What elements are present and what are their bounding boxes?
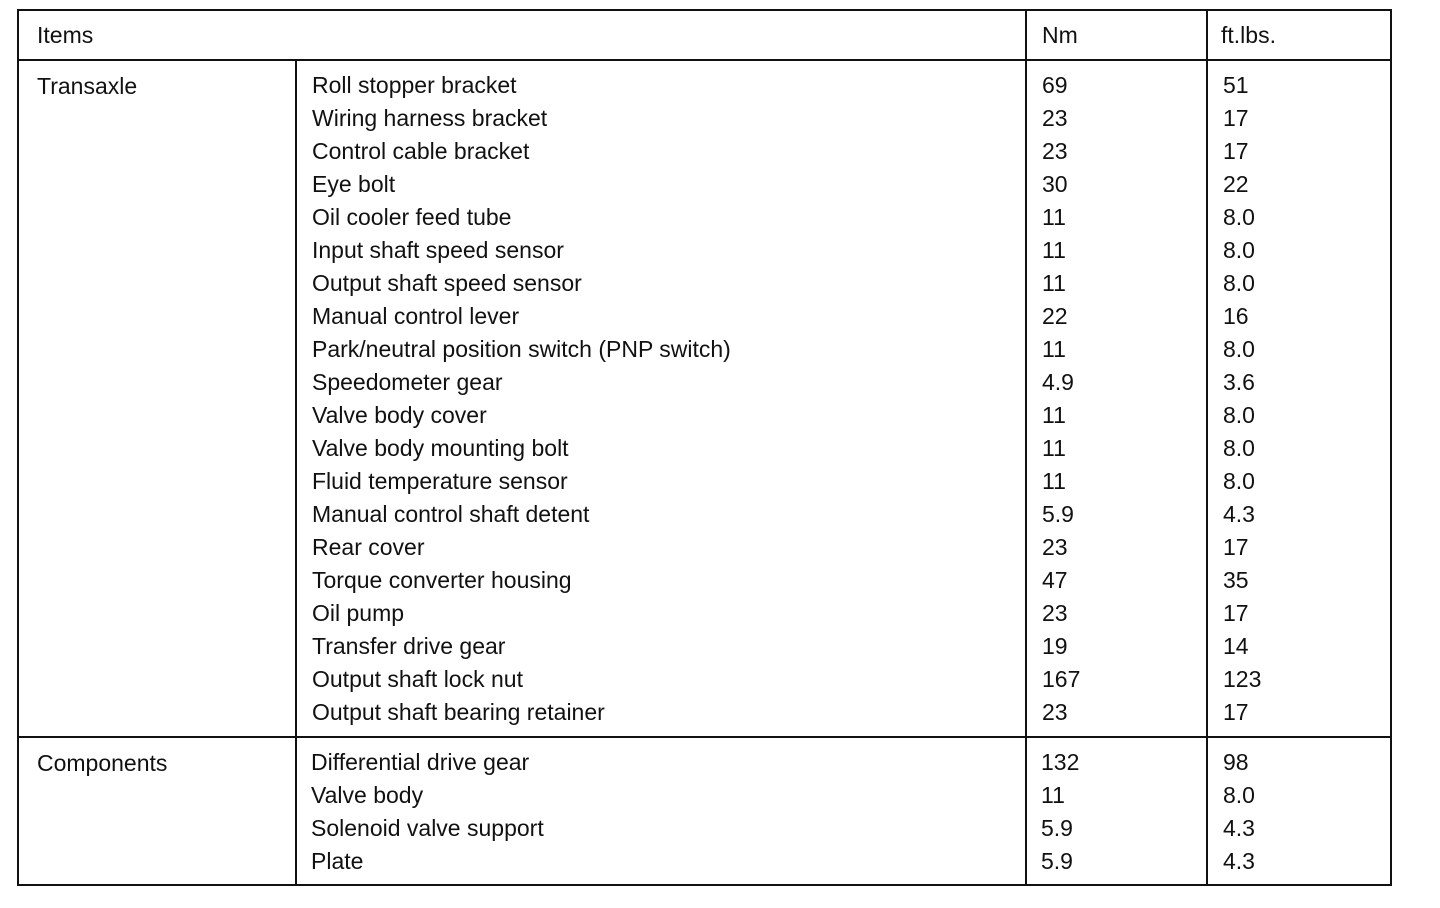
item-name-cell: Eye bolt [312, 171, 396, 197]
ftlbs-value-cell: 17 [1223, 699, 1249, 725]
item-name-cell: Manual control lever [312, 303, 520, 329]
ftlbs-value-cell: 14 [1223, 633, 1249, 659]
nm-value-cell: 5.9 [1042, 501, 1074, 527]
item-name-cell: Speedometer gear [312, 369, 503, 395]
nm-value-cell: 19 [1042, 633, 1068, 659]
nm-value-cell: 132 [1041, 749, 1080, 775]
item-name-cell: Valve body cover [312, 402, 487, 428]
ftlbs-value-cell: 8.0 [1223, 782, 1255, 808]
ftlbs-value-cell: 51 [1223, 72, 1249, 98]
ftlbs-value-cell: 4.3 [1223, 848, 1255, 874]
components-items-column [311, 746, 544, 878]
item-name-cell: Wiring harness bracket [312, 105, 548, 131]
item-name-cell: Output shaft speed sensor [312, 270, 582, 296]
header-nm: Nm [1042, 22, 1078, 48]
nm-value-cell: 11 [1042, 435, 1066, 461]
nm-value-cell: 22 [1042, 303, 1068, 329]
item-name-cell: Control cable bracket [312, 138, 530, 164]
item-name-cell: Oil pump [312, 600, 405, 626]
transaxle-items-column [312, 69, 731, 729]
components-ftlbs-column [1223, 746, 1255, 878]
item-name-cell: Input shaft speed sensor [312, 237, 564, 263]
ftlbs-value-cell: 8.0 [1223, 435, 1255, 461]
item-name-cell: Output shaft lock nut [312, 666, 523, 692]
ftlbs-value-cell: 17 [1223, 138, 1249, 164]
nm-column-divider [1025, 11, 1027, 884]
nm-value-cell: 47 [1042, 567, 1068, 593]
item-name-cell: Valve body [311, 782, 424, 808]
group-divider [19, 736, 1390, 738]
item-name-cell: Oil cooler feed tube [312, 204, 512, 230]
ftlbs-value-cell: 8.0 [1223, 468, 1255, 494]
item-name-cell: Torque converter housing [312, 567, 572, 593]
ftlbs-value-cell: 8.0 [1223, 204, 1255, 230]
item-name-cell: Output shaft bearing retainer [312, 699, 605, 725]
nm-value-cell: 23 [1042, 699, 1068, 725]
ftlbs-value-cell: 8.0 [1223, 270, 1255, 296]
item-name-cell: Transfer drive gear [312, 633, 506, 659]
nm-value-cell: 11 [1042, 336, 1066, 362]
nm-value-cell: 4.9 [1042, 369, 1074, 395]
item-name-cell: Valve body mounting bolt [312, 435, 569, 461]
ftlbs-value-cell: 4.3 [1223, 815, 1255, 841]
group-label-transaxle: Transaxle [37, 73, 138, 99]
nm-value-cell: 167 [1042, 666, 1081, 692]
ftlbs-value-cell: 8.0 [1223, 402, 1255, 428]
nm-value-cell: 23 [1042, 138, 1068, 164]
nm-value-cell: 23 [1042, 534, 1068, 560]
ftlbs-value-cell: 4.3 [1223, 501, 1255, 527]
nm-value-cell: 11 [1041, 782, 1065, 808]
ftlbs-value-cell: 22 [1223, 171, 1249, 197]
nm-value-cell: 11 [1042, 402, 1066, 428]
nm-value-cell: 11 [1042, 237, 1066, 263]
item-name-cell: Fluid temperature sensor [312, 468, 568, 494]
ftlbs-column-divider [1206, 11, 1208, 884]
item-name-cell: Solenoid valve support [311, 815, 544, 841]
header-divider [19, 59, 1390, 61]
ftlbs-value-cell: 17 [1223, 105, 1249, 131]
ftlbs-value-cell: 17 [1223, 600, 1249, 626]
nm-value-cell: 11 [1042, 270, 1066, 296]
transaxle-ftlbs-column [1223, 69, 1261, 729]
header-ftlbs: ft.lbs. [1221, 22, 1276, 48]
ftlbs-value-cell: 8.0 [1223, 336, 1255, 362]
item-name-cell: Park/neutral position switch (PNP switch) [312, 336, 731, 362]
item-name-cell: Rear cover [312, 534, 425, 560]
item-name-cell: Differential drive gear [311, 749, 530, 775]
item-name-cell: Plate [311, 848, 364, 874]
ftlbs-value-cell: 16 [1223, 303, 1249, 329]
ftlbs-value-cell: 98 [1223, 749, 1249, 775]
item-name-cell: Roll stopper bracket [312, 72, 517, 98]
ftlbs-value-cell: 17 [1223, 534, 1249, 560]
nm-value-cell: 23 [1042, 600, 1068, 626]
ftlbs-value-cell: 3.6 [1223, 369, 1255, 395]
nm-value-cell: 30 [1042, 171, 1068, 197]
nm-value-cell: 5.9 [1041, 815, 1073, 841]
transaxle-nm-column [1042, 69, 1080, 729]
nm-value-cell: 11 [1042, 468, 1066, 494]
item-name-cell: Manual control shaft detent [312, 501, 590, 527]
ftlbs-value-cell: 123 [1223, 666, 1262, 692]
torque-spec-table [17, 9, 1392, 886]
nm-value-cell: 11 [1042, 204, 1066, 230]
nm-value-cell: 23 [1042, 105, 1068, 131]
ftlbs-value-cell: 8.0 [1223, 237, 1255, 263]
nm-value-cell: 69 [1042, 72, 1068, 98]
ftlbs-value-cell: 35 [1223, 567, 1249, 593]
header-items: Items [37, 22, 94, 48]
components-nm-column [1041, 746, 1079, 878]
nm-value-cell: 5.9 [1041, 848, 1073, 874]
group-label-components: Components [37, 750, 168, 776]
group-column-divider [295, 59, 297, 884]
